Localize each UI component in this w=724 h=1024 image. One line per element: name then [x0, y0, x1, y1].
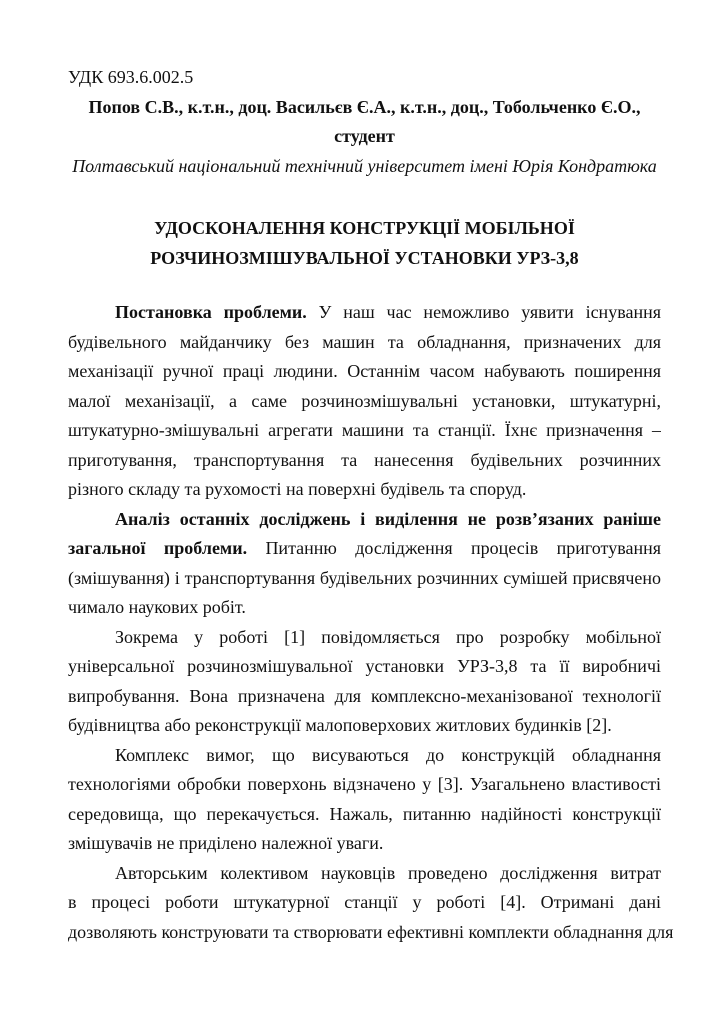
text-line	[68, 623, 661, 653]
line-text: будівельного майданчику без машин та обладнання, призначених для	[68, 331, 661, 352]
text-line	[68, 475, 661, 505]
text-line	[68, 859, 661, 889]
line-text: будівництва або реконструкції малоповерхових житлових будинків [2].	[68, 715, 612, 735]
authors: Попов С.В., к.т.н., доц. Васильєв Є.А., к.т.н., доц., Тобольченко Є.О.,	[88, 96, 641, 117]
affiliation: Полтавський національний технічний університет імені Юрія Кондратюка	[72, 155, 657, 176]
line-text: механізації ручної праці людини. Останнім часом набувають поширення	[68, 361, 661, 381]
line-text: У наш час неможливо уявити існування	[306, 302, 661, 322]
line-text: Питанню дослідження процесів приготування	[247, 538, 661, 558]
line-text: чимало наукових робіт.	[68, 597, 246, 617]
authors-continued: студент	[334, 126, 395, 146]
line-text: змішувачів не приділено належної уваги.	[68, 833, 384, 853]
text-line	[68, 564, 661, 594]
text-line	[68, 534, 661, 564]
line-text: середовища, що перекачується. Нажаль, питанню надійності конструкції	[68, 803, 661, 824]
line-text: дозволяють конструювати та створювати ефективні комплекти обладнання для	[68, 921, 674, 942]
text-line	[68, 918, 674, 948]
bold-lead: Аналіз останніх досліджень і виділення не розв’язаних раніше	[115, 508, 661, 529]
text-line	[68, 593, 661, 623]
paragraph	[68, 505, 661, 623]
udk-code: УДК 693.6.002.5	[68, 67, 194, 87]
text-line	[68, 770, 661, 800]
line-text: Зокрема у роботі [1] повідомляється про розробку мобільної	[115, 626, 661, 647]
article-body	[68, 298, 674, 947]
article-title	[68, 214, 661, 273]
line-text: в процесі роботи штукатурної станції у роботі [4]. Отримані дані	[68, 892, 661, 912]
text-line	[68, 682, 661, 712]
line-text: штукатурно-змішувальні агрегати машини та станції. Їхнє призначення –	[68, 420, 661, 440]
text-line	[68, 505, 661, 535]
paragraph	[68, 859, 674, 948]
text-line	[68, 711, 661, 741]
header	[68, 63, 661, 181]
line-text: Комплекс вимог, що висуваються до конструкцій обладнання	[115, 744, 661, 765]
text-line	[68, 387, 661, 417]
bold-lead: загальної проблеми.	[68, 538, 248, 558]
line-text: випробування. Вона призначена для комплексно-механізованої технології	[68, 685, 661, 706]
text-line	[68, 446, 661, 476]
text-line	[68, 357, 661, 387]
paragraph	[68, 623, 661, 741]
line-text: приготування, транспортування та нанесення будівельних розчинних	[68, 449, 661, 470]
text-line	[68, 741, 661, 771]
line-text: різного складу та рухомості на поверхні будівель та споруд.	[68, 479, 527, 499]
line-text: (змішування) і транспортування будівельних розчинних сумішей присвячено	[68, 567, 661, 588]
text-line	[68, 800, 661, 830]
line-text: універсальної розчинозмішувальної установки УРЗ-3,8 та її виробничі	[68, 656, 661, 676]
line-text: Авторським колективом науковців проведено дослідження витрат	[115, 862, 661, 883]
line-text: малої механізації, а саме розчинозмішувальні установки, штукатурні,	[68, 390, 661, 411]
paragraph	[68, 741, 661, 859]
title-line-2: РОЗЧИНОЗМІШУВАЛЬНОЇ УСТАНОВКИ УРЗ-3,8	[150, 247, 579, 268]
text-line	[68, 888, 661, 918]
line-text: технологіями обробки поверхонь відзначено у [3]. Узагальнено властивості	[68, 774, 661, 794]
text-line	[68, 328, 661, 358]
bold-lead: Постановка проблеми.	[115, 302, 307, 322]
title-line-1: УДОСКОНАЛЕННЯ КОНСТРУКЦІЇ МОБІЛЬНОЇ	[154, 218, 575, 238]
text-line	[68, 416, 661, 446]
text-line	[68, 652, 661, 682]
paragraph	[68, 298, 661, 505]
text-line	[68, 829, 661, 859]
text-line	[68, 298, 661, 328]
